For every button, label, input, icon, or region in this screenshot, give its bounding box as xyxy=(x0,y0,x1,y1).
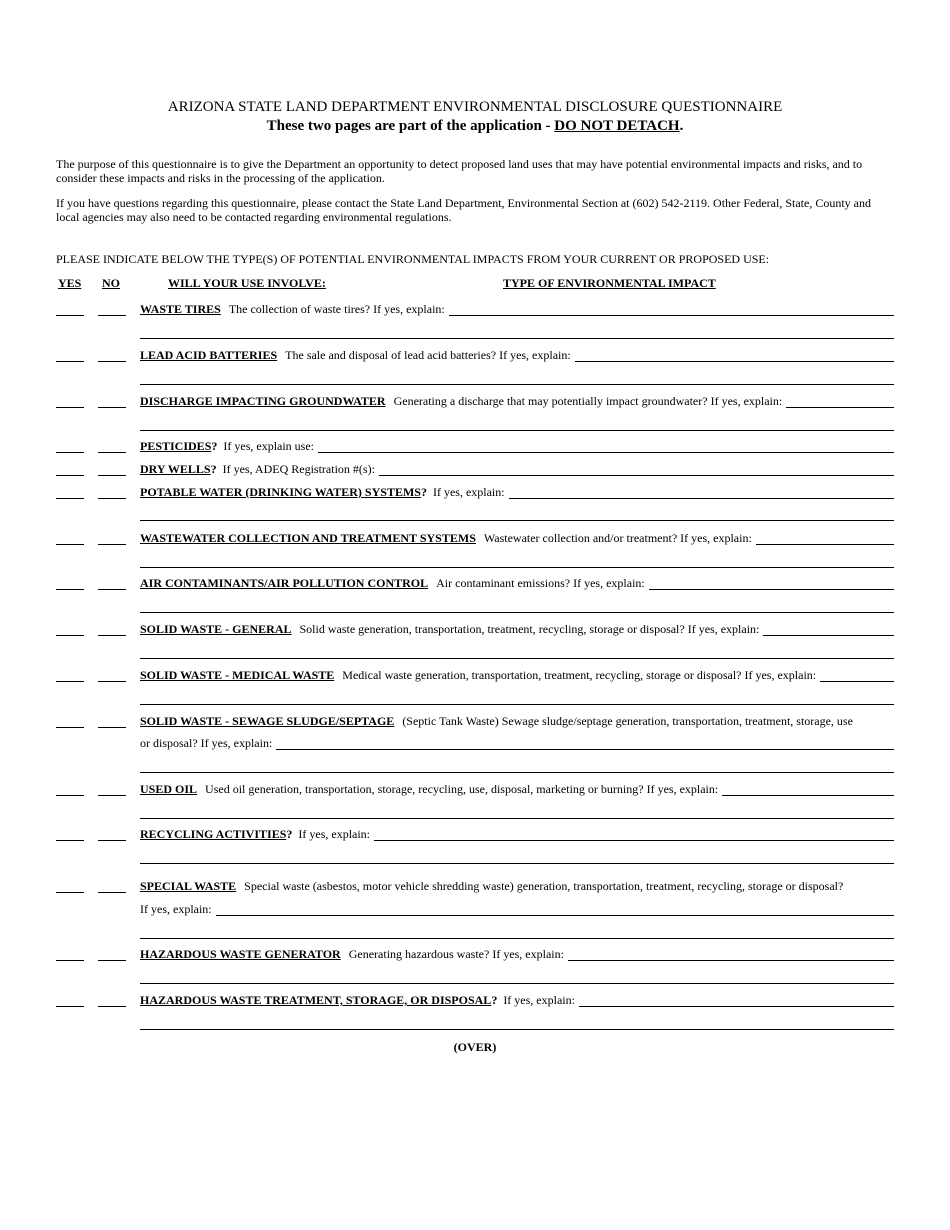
item-label-suffix: ? xyxy=(420,485,427,499)
item-row xyxy=(140,782,894,796)
item-question: Medical waste generation, transportation, treatment, recycling, storage or disposal? If yes, explain: xyxy=(342,668,817,682)
item-question-continued: or disposal? If yes, explain: xyxy=(140,736,273,750)
impact-column-header: TYPE OF ENVIRONMENTAL IMPACT xyxy=(503,276,716,290)
item-label-suffix: ? xyxy=(210,462,217,476)
item-row xyxy=(140,531,894,545)
item-row xyxy=(140,668,894,682)
explain-field[interactable] xyxy=(374,829,894,841)
explain-extra-line[interactable] xyxy=(140,938,894,939)
explain-field[interactable] xyxy=(649,578,894,590)
explain-field[interactable] xyxy=(756,533,894,545)
explain-field[interactable] xyxy=(379,464,894,476)
over-note: (OVER) xyxy=(453,1040,497,1054)
yes-checkbox-line[interactable] xyxy=(56,475,84,476)
item-label: AIR CONTAMINANTS/AIR POLLUTION CONTROL xyxy=(140,576,429,590)
purpose-paragraph: The purpose of this questionnaire is to give the Department an opportunity to detect proposed land uses that may have potential environmental impacts and risks, and to consider these impacts and risks in the processing of the application. xyxy=(56,157,863,185)
no-checkbox-line[interactable] xyxy=(98,635,126,636)
item-question: Special waste (asbestos, motor vehicle shredding waste) generation, transportation, treatment, recycling, storage or disposal? xyxy=(244,879,844,893)
do-not-detach: DO NOT DETACH xyxy=(554,118,680,134)
explain-extra-line[interactable] xyxy=(140,704,894,705)
item-label: WASTEWATER COLLECTION AND TREATMENT SYSTEMS xyxy=(140,531,476,545)
item-row xyxy=(140,714,894,728)
item-label: LEAD ACID BATTERIES xyxy=(140,348,278,362)
item-label: SPECIAL WASTE xyxy=(140,879,237,893)
item-question: If yes, explain: xyxy=(298,827,371,841)
no-checkbox-line[interactable] xyxy=(98,840,126,841)
yes-checkbox-line[interactable] xyxy=(56,452,84,453)
item-question: Generating a discharge that may potentially impact groundwater? If yes, explain: xyxy=(393,394,783,408)
item-question: If yes, ADEQ Registration #(s): xyxy=(222,462,375,476)
item-label: POTABLE WATER (DRINKING WATER) SYSTEMS xyxy=(140,485,421,499)
no-checkbox-line[interactable] xyxy=(98,589,126,590)
form-title: ARIZONA STATE LAND DEPARTMENT ENVIRONMENTAL DISCLOSURE QUESTIONNAIRE xyxy=(167,99,783,115)
item-row xyxy=(140,485,894,499)
yes-checkbox-line[interactable] xyxy=(56,892,84,893)
explain-extra-line[interactable] xyxy=(140,983,894,984)
item-question: If yes, explain: xyxy=(432,485,505,499)
explain-field[interactable] xyxy=(449,304,894,316)
explain-extra-line[interactable] xyxy=(140,430,894,431)
explain-field[interactable] xyxy=(216,904,894,916)
explain-field[interactable] xyxy=(318,441,894,453)
item-question: If yes, explain: xyxy=(503,993,575,1007)
explain-extra-line[interactable] xyxy=(140,567,894,568)
item-row xyxy=(140,439,894,453)
explain-field[interactable] xyxy=(568,949,894,961)
item-label: SOLID WASTE - SEWAGE SLUDGE/SEPTAGE xyxy=(140,714,395,728)
no-checkbox-line[interactable] xyxy=(98,361,126,362)
item-question: Used oil generation, transportation, storage, recycling, use, disposal, marketing or burning? If yes, explain: xyxy=(205,782,719,796)
item-label-suffix: ? xyxy=(491,993,498,1007)
item-row xyxy=(140,576,894,590)
explain-extra-line[interactable] xyxy=(140,338,894,339)
yes-checkbox-line[interactable] xyxy=(56,498,84,499)
no-checkbox-line[interactable] xyxy=(98,681,126,682)
item-row xyxy=(140,827,894,841)
item-label: DISCHARGE IMPACTING GROUNDWATER xyxy=(140,394,386,408)
explain-extra-line[interactable] xyxy=(140,520,894,521)
no-checkbox-line[interactable] xyxy=(98,407,126,408)
item-row xyxy=(140,993,894,1007)
no-column-header: NO xyxy=(102,276,120,290)
no-checkbox-line[interactable] xyxy=(98,452,126,453)
explain-extra-line[interactable] xyxy=(140,818,894,819)
item-question: Air contaminant emissions? If yes, explain: xyxy=(436,576,645,590)
yes-checkbox-line[interactable] xyxy=(56,361,84,362)
item-row-continued xyxy=(140,736,894,750)
explain-extra-line[interactable] xyxy=(140,863,894,864)
item-label: WASTE TIRES xyxy=(140,302,221,316)
item-row xyxy=(140,394,894,408)
explain-field[interactable] xyxy=(786,396,894,408)
no-checkbox-line[interactable] xyxy=(98,960,126,961)
yes-checkbox-line[interactable] xyxy=(56,681,84,682)
item-question: Wastewater collection and/or treatment? If yes, explain: xyxy=(483,531,752,545)
item-row xyxy=(140,879,894,893)
form-subtitle: These two pages are part of the application - DO NOT DETACH. xyxy=(266,118,684,134)
contact-paragraph: If you have questions regarding this questionnaire, please contact the State Land Department, Environmental Section at (602) 542-2119. Other Federal, State, County and local agencies may also need to be contacted regarding environmental regulations. xyxy=(56,196,871,224)
item-label: USED OIL xyxy=(140,782,198,796)
item-label-suffix: ? xyxy=(286,827,293,841)
yes-checkbox-line[interactable] xyxy=(56,1006,84,1007)
yes-checkbox-line[interactable] xyxy=(56,795,84,796)
no-checkbox-line[interactable] xyxy=(98,544,126,545)
item-row xyxy=(140,622,894,636)
item-label: SOLID WASTE - GENERAL xyxy=(140,622,292,636)
explain-field[interactable] xyxy=(579,995,894,1007)
item-question: The sale and disposal of lead acid batteries? If yes, explain: xyxy=(285,348,571,362)
explain-field[interactable] xyxy=(509,487,894,499)
item-question: (Septic Tank Waste) Sewage sludge/septage generation, transportation, treatment, storage, use xyxy=(402,714,853,728)
yes-checkbox-line[interactable] xyxy=(56,589,84,590)
item-question: The collection of waste tires? If yes, explain: xyxy=(228,302,445,316)
explain-extra-line[interactable] xyxy=(140,1029,894,1030)
item-question: Solid waste generation, transportation, treatment, recycling, storage or disposal? If yes, explain: xyxy=(299,622,760,636)
item-label-suffix: ? xyxy=(211,439,218,453)
no-checkbox-line[interactable] xyxy=(98,1006,126,1007)
yes-checkbox-line[interactable] xyxy=(56,407,84,408)
item-label: HAZARDOUS WASTE TREATMENT, STORAGE, OR DISPOSAL xyxy=(140,993,492,1007)
item-row xyxy=(140,947,894,961)
yes-checkbox-line[interactable] xyxy=(56,840,84,841)
explain-field[interactable] xyxy=(575,350,894,362)
item-label: PESTICIDES xyxy=(140,439,212,453)
explain-field[interactable] xyxy=(276,738,894,750)
item-row xyxy=(140,302,894,316)
item-label: HAZARDOUS WASTE GENERATOR xyxy=(140,947,341,961)
explain-extra-line[interactable] xyxy=(140,658,894,659)
item-row-continued xyxy=(140,902,894,916)
explain-extra-line[interactable] xyxy=(140,384,894,385)
no-checkbox-line[interactable] xyxy=(98,727,126,728)
explain-field[interactable] xyxy=(820,670,894,682)
item-question: If yes, explain use: xyxy=(223,439,315,453)
item-question: Generating hazardous waste? If yes, explain: xyxy=(348,947,564,961)
no-checkbox-line[interactable] xyxy=(98,498,126,499)
no-checkbox-line[interactable] xyxy=(98,315,126,316)
involve-column-header: WILL YOUR USE INVOLVE: xyxy=(168,276,326,290)
item-row xyxy=(140,348,894,362)
yes-checkbox-line[interactable] xyxy=(56,635,84,636)
instruction-text: PLEASE INDICATE BELOW THE TYPE(S) OF POTENTIAL ENVIRONMENTAL IMPACTS FROM YOUR CURRENT OR PROPOSED USE: xyxy=(56,252,770,266)
item-label: RECYCLING ACTIVITIES xyxy=(140,827,287,841)
yes-checkbox-line[interactable] xyxy=(56,960,84,961)
item-row xyxy=(140,462,894,476)
yes-column-header: YES xyxy=(58,276,82,290)
no-checkbox-line[interactable] xyxy=(98,795,126,796)
yes-checkbox-line[interactable] xyxy=(56,315,84,316)
explain-field[interactable] xyxy=(722,784,894,796)
item-question-continued: If yes, explain: xyxy=(140,902,212,916)
yes-checkbox-line[interactable] xyxy=(56,727,84,728)
explain-extra-line[interactable] xyxy=(140,772,894,773)
no-checkbox-line[interactable] xyxy=(98,892,126,893)
item-label: DRY WELLS xyxy=(140,462,211,476)
yes-checkbox-line[interactable] xyxy=(56,544,84,545)
no-checkbox-line[interactable] xyxy=(98,475,126,476)
explain-field[interactable] xyxy=(763,624,894,636)
item-label: SOLID WASTE - MEDICAL WASTE xyxy=(140,668,335,682)
explain-extra-line[interactable] xyxy=(140,612,894,613)
